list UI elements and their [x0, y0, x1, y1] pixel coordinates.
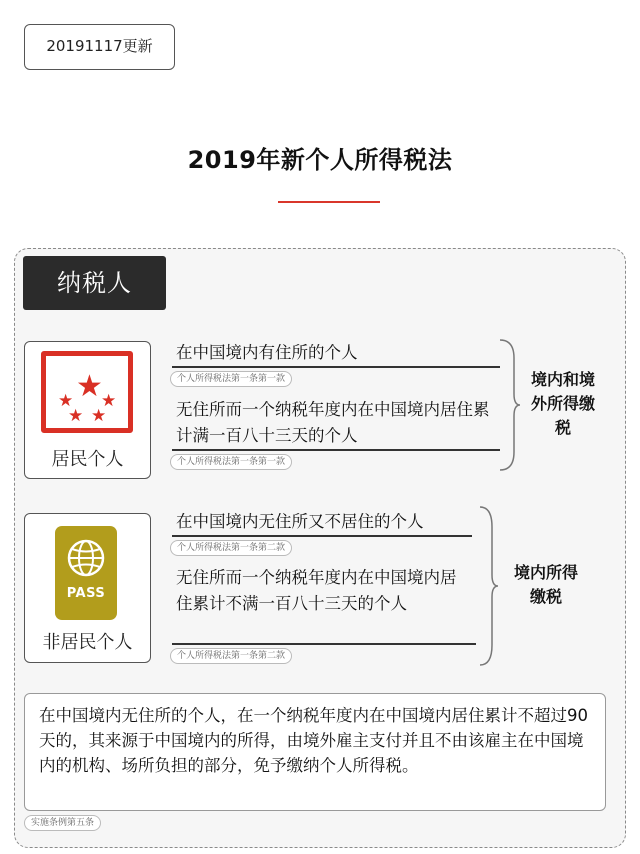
page-title: 2019年新个人所得税法	[187, 146, 453, 174]
exemption-note-text: 在中国境内无住所的个人，在一个纳税年度内在中国境内居住累计不超过90天的，其来源于中国境内的所得，由境外雇主支付并且不由该雇主在中国境内的机构、场所负担的部分，免予缴纳个人所得税。	[39, 706, 588, 775]
resident-tax-scope: 境内和境外所得缴税	[530, 370, 595, 437]
law-reference: 个人所得税法第一条第二款	[170, 540, 292, 556]
law-reference: 个人所得税法第一条第一款	[170, 371, 292, 387]
nonresident-label: 非居民个人	[42, 632, 133, 653]
title-underline	[278, 201, 380, 203]
resident-label: 居民个人	[51, 449, 124, 470]
condition-underline	[172, 643, 476, 645]
update-date-badge: 20191117更新	[24, 24, 175, 70]
condition-underline	[172, 366, 500, 368]
china-flag-icon: ★ ★ ★ ★ ★	[41, 351, 133, 433]
law-reference: 个人所得税法第一条第二款	[170, 648, 292, 664]
nonresident-brace	[478, 505, 502, 667]
regulation-reference: 实施条例第五条	[24, 815, 101, 831]
exemption-note	[24, 693, 606, 811]
section-tag: 纳税人	[23, 256, 166, 310]
nonresident-category-box	[24, 513, 151, 663]
resident-category-box	[24, 341, 151, 479]
globe-icon	[67, 539, 105, 577]
nonresident-tax-scope: 境内所得缴税	[513, 563, 578, 606]
condition-underline	[172, 535, 472, 537]
nonresident-condition-1: 在中国境内无住所又不居住的个人	[176, 512, 424, 531]
resident-brace	[498, 338, 522, 472]
passport-icon	[55, 526, 117, 620]
law-reference: 个人所得税法第一条第一款	[170, 454, 292, 470]
condition-underline	[172, 449, 500, 451]
resident-condition-2: 无住所而一个纳税年度内在中国境内居住累计满一百八十三天的个人	[176, 400, 490, 445]
pass-label: PASS	[66, 586, 106, 601]
nonresident-condition-2: 无住所而一个纳税年度内在中国境内居住累计不满一百八十三天的个人	[176, 568, 457, 613]
resident-condition-1: 在中国境内有住所的个人	[176, 343, 358, 362]
